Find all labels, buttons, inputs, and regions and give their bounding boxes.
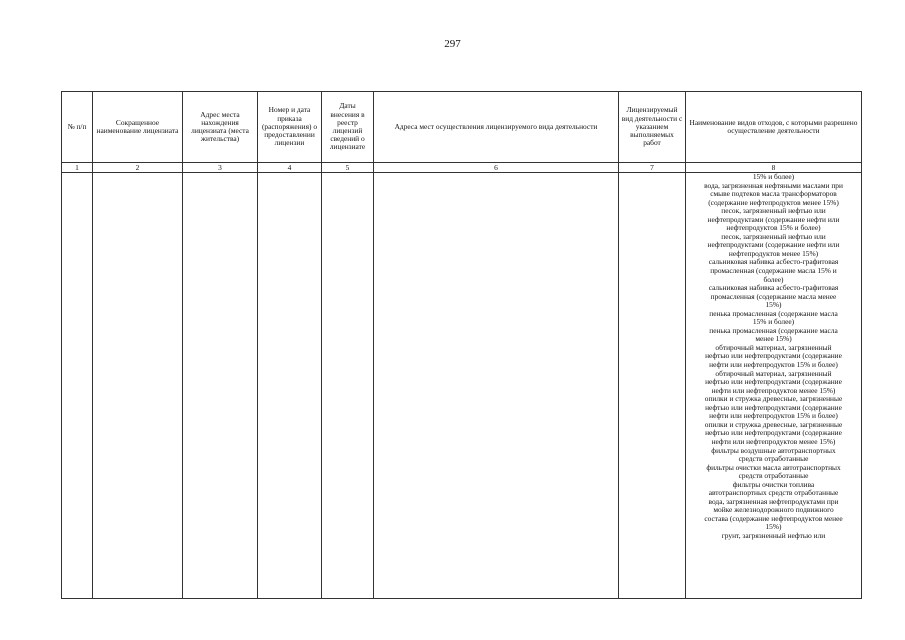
waste-type-line: средств отработанные: [738, 454, 809, 464]
waste-type-line: нефтью или нефтепродуктами (содержание: [705, 402, 842, 412]
waste-type-line: нефтью или нефтепродуктами (содержание: [705, 377, 842, 387]
waste-type-line: опилки и стружка древесные, загрязненные: [704, 419, 843, 429]
waste-type-line: менее 15%): [755, 334, 792, 344]
header-row: [62, 92, 862, 163]
header-number: № п/п: [62, 92, 93, 163]
waste-type-line: (содержание нефтепродуктов менее 15%): [708, 197, 839, 207]
waste-type-line: обтирочный материал, загрязненный: [715, 368, 832, 378]
column-number: 4: [258, 163, 322, 173]
waste-type-line: песок, загрязненный нефтью или: [721, 231, 826, 241]
waste-type-line: фильтры воздушные автотранспортных: [711, 445, 836, 455]
cell-licensee-address: [183, 173, 258, 599]
header-waste-types: Наименование видов отходов, с которыми разрешено осуществление деятельности: [686, 92, 862, 163]
header-activity-type: Лицензируемый вид деятельности с указанием выполняемых работ: [619, 92, 686, 163]
cell-registry-date: [322, 173, 374, 599]
waste-type-line: 15%): [765, 300, 782, 310]
waste-type-line: обтирочный материал, загрязненный: [715, 342, 832, 352]
column-number: 2: [93, 163, 183, 173]
header-licensee-address: Адрес места нахождения лицензиата (места жительства): [183, 92, 258, 163]
waste-type-line: нефтью или нефтепродуктами (содержание: [705, 428, 842, 438]
waste-type-line: нефти или нефтепродуктов 15% и более): [709, 360, 838, 370]
waste-type-line: фильтры очистки масла автотранспортных: [706, 462, 841, 472]
cell-activity-type: [619, 173, 686, 599]
waste-type-line: нефтепродуктами (содержание нефти или: [707, 214, 840, 224]
waste-type-line: средств отработанные: [738, 471, 809, 481]
column-number-row: [62, 163, 862, 173]
cell-order: [258, 173, 322, 599]
waste-type-line: нефти или нефтепродуктов менее 15%): [711, 436, 836, 446]
license-registry-table: [61, 91, 862, 599]
header-licensee-name: Сокращенное наименование лицензиата: [93, 92, 183, 163]
waste-type-line: вода, загрязненная нефтепродуктами при: [708, 496, 839, 506]
waste-type-line: смыве подтеков масла трансформаторов: [710, 189, 837, 199]
header-registry-date: Даты внесения в реестр лицензий сведений о лицензиате: [322, 92, 374, 163]
waste-type-line: фильтры очистки топлива: [732, 479, 815, 489]
waste-type-line: мойке железнодорожного подвижного: [713, 505, 834, 515]
column-number: 8: [686, 163, 862, 173]
column-number: 1: [62, 163, 93, 173]
waste-type-line: сальниковая набивка асбесто-графитовая: [708, 283, 839, 293]
waste-type-line: грунт, загрязненный нефтью или: [721, 530, 826, 540]
waste-type-line: нефтепродуктов 15% и более): [726, 223, 821, 233]
waste-type-line: нефти или нефтепродуктов менее 15%): [711, 385, 836, 395]
waste-type-line: более): [763, 274, 784, 284]
cell-activity-addresses: [374, 173, 619, 599]
waste-type-line: песок, загрязненный нефтью или: [721, 206, 826, 216]
waste-type-line: 15% и более): [752, 317, 795, 327]
column-number: 5: [322, 163, 374, 173]
cell-number: [62, 173, 93, 599]
column-number: 3: [183, 163, 258, 173]
waste-type-line: нефтью или нефтепродуктами (содержание: [705, 351, 842, 361]
waste-type-line: автотранспортных средств отработанные: [708, 488, 839, 498]
page-number: 297: [444, 38, 461, 50]
header-activity-addresses: Адреса мест осуществления лицензируемого вида деятельности: [374, 92, 619, 163]
cell-licensee-name: [93, 173, 183, 599]
waste-type-line: нефтепродуктов менее 15%): [728, 248, 819, 258]
waste-types-list: [688, 173, 859, 541]
waste-type-line: нефти или нефтепродуктов 15% и более): [709, 411, 838, 421]
waste-type-line: опилки и стружка древесные, загрязненные: [704, 394, 843, 404]
waste-type-line: 15%): [765, 522, 782, 532]
waste-type-line: вода, загрязненная нефтяными маслами при: [704, 180, 843, 190]
waste-type-line: промасленная (содержание масла 15% и: [710, 266, 837, 276]
column-number: 6: [374, 163, 619, 173]
waste-type-line: состава (содержание нефтепродуктов менее: [704, 513, 843, 523]
column-number: 7: [619, 163, 686, 173]
table-row: [62, 173, 862, 599]
waste-type-line: промасленная (содержание масла менее: [710, 291, 837, 301]
waste-type-line: нефтепродуктами (содержание нефти или: [707, 240, 840, 250]
waste-type-line: 15% и более): [752, 172, 795, 181]
waste-type-line: пенька промасленная (содержание масла: [709, 325, 838, 335]
waste-type-line: сальниковая набивка асбесто-графитовая: [708, 257, 839, 267]
waste-type-line: пенька промасленная (содержание масла: [709, 308, 838, 318]
cell-waste-types: [686, 173, 862, 599]
header-order: Номер и дата приказа (распоряжения) о предоставлении лицензии: [258, 92, 322, 163]
